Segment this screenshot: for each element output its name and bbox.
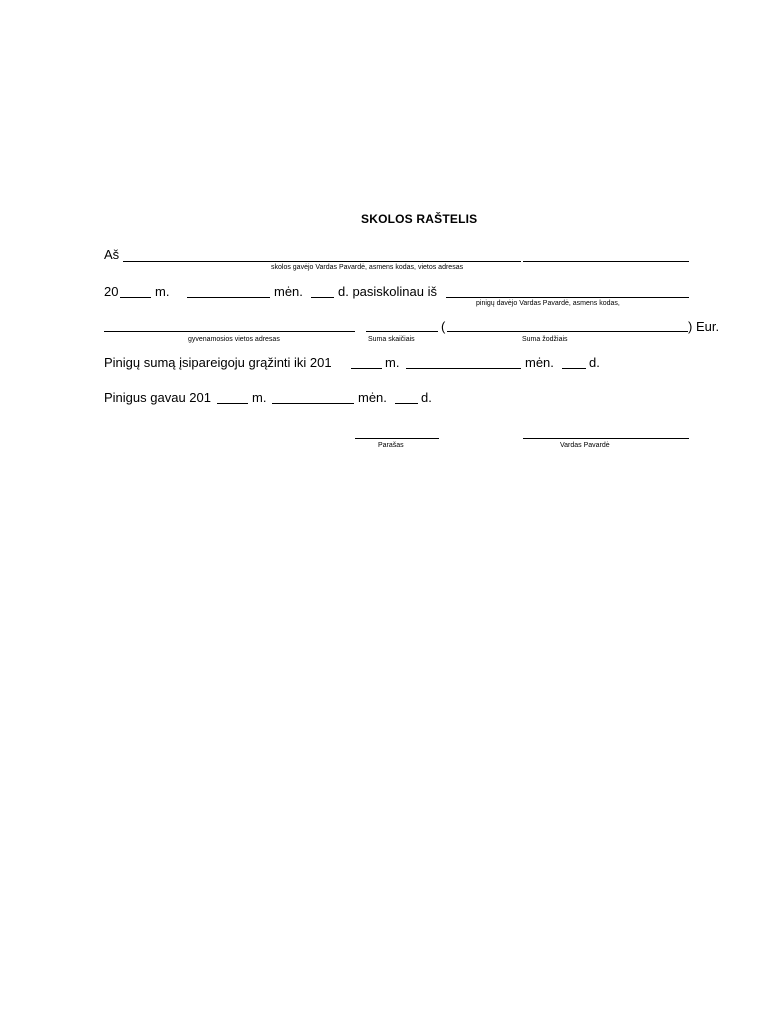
loan-month-line[interactable] <box>187 297 270 298</box>
loan-day-line[interactable] <box>311 297 334 298</box>
document-title: SKOLOS RAŠTELIS <box>361 212 478 226</box>
borrower-extra-line[interactable] <box>523 261 689 262</box>
borrower-caption: skolos gavėjo Vardas Pavardė, asmens kodas, vietos adresas <box>271 264 464 271</box>
return-day-line[interactable] <box>562 368 586 369</box>
row2-year-prefix: 20 <box>104 284 119 299</box>
sum-numbers-line[interactable] <box>366 331 438 332</box>
row5-lead: Pinigus gavau 201 <box>104 390 211 405</box>
borrower-name-line[interactable] <box>123 261 521 262</box>
address-line[interactable] <box>104 331 355 332</box>
name-line[interactable] <box>523 438 689 439</box>
row2-m: m. <box>155 284 170 299</box>
lender-name-line[interactable] <box>446 297 689 298</box>
signature-line[interactable] <box>355 438 439 439</box>
received-day-line[interactable] <box>395 403 418 404</box>
row5-d: d. <box>421 390 432 405</box>
sum-words-caption: Suma žodžiais <box>522 336 568 343</box>
lender-caption: pinigų davėjo Vardas Pavardė, asmens kodas, <box>476 300 620 307</box>
row5-m: m. <box>252 390 267 405</box>
row4-lead: Pinigų sumą įsipareigoju grąžinti iki 201 <box>104 355 332 370</box>
return-year-line[interactable] <box>351 368 382 369</box>
signature-caption: Parašas <box>378 442 404 449</box>
return-month-line[interactable] <box>406 368 521 369</box>
row3-paren-open: ( <box>441 319 446 334</box>
name-caption: Vardas Pavardė <box>560 442 610 449</box>
row4-d: d. <box>589 355 600 370</box>
row3-eur: ) Eur. <box>688 319 720 334</box>
row5-men: mėn. <box>358 390 387 405</box>
sum-numbers-caption: Suma skaičiais <box>368 336 415 343</box>
row1-lead: Aš <box>104 247 120 262</box>
received-year-line[interactable] <box>217 403 248 404</box>
received-month-line[interactable] <box>272 403 354 404</box>
sum-words-line[interactable] <box>447 331 688 332</box>
address-caption: gyvenamosios vietos adresas <box>188 336 280 343</box>
row4-m: m. <box>385 355 400 370</box>
row4-men: mėn. <box>525 355 554 370</box>
loan-year-line[interactable] <box>120 297 151 298</box>
row2-d-text: d. pasiskolinau iš <box>338 284 437 299</box>
row2-men: mėn. <box>274 284 303 299</box>
